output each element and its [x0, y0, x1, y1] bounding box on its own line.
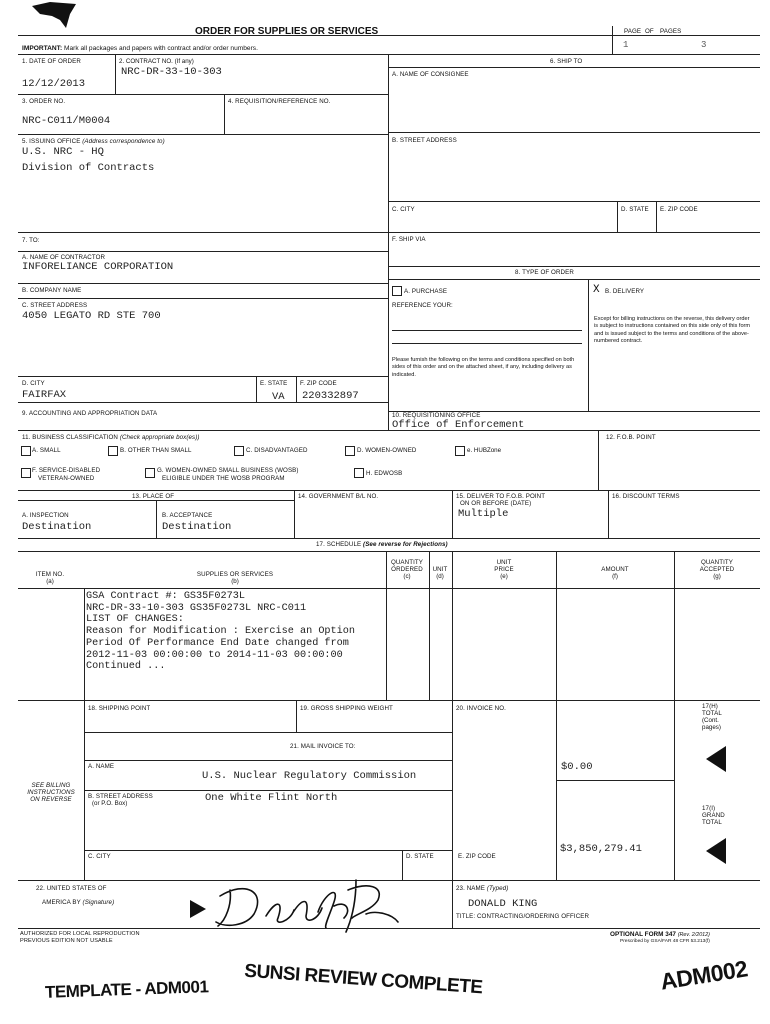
- fob-point-label: 12. F.O.B. POINT: [606, 434, 656, 441]
- invoice-no-label: 20. INVOICE NO.: [456, 705, 506, 712]
- see-billing-1: SEE BILLING: [31, 782, 71, 789]
- total-17h-cont: (Cont.: [702, 717, 719, 724]
- signature-image: [206, 870, 406, 934]
- date-label: 1. DATE OF ORDER: [22, 58, 81, 65]
- hubzone-label: e. HUBZone: [467, 447, 502, 454]
- delivery-note: Except for billing instructions on the reverse, this delivery order is subject to instructions contained on this side only of this form and is issued subject to the terms and conditions of the above-numbered contract.: [594, 316, 751, 345]
- billing-city-label: C. CITY: [88, 853, 111, 860]
- issuing-office-line1: U.S. NRC - HQ: [22, 146, 104, 158]
- to-label: 7. TO:: [22, 237, 40, 244]
- schedule-line: 2012-11-03 00:00:00 to 2014-11-03 00:00:00: [86, 649, 343, 661]
- grand-total-label: TOTAL: [702, 819, 722, 826]
- place-of-label: 13. PLACE OF: [132, 493, 175, 500]
- ship-via-label: F. SHIP VIA: [392, 236, 426, 243]
- contractor-zip-value: 220332897: [302, 390, 359, 402]
- total-pages: 3: [701, 40, 707, 50]
- grand-label: GRAND: [702, 812, 725, 819]
- footer-reproduction: AUTHORIZED FOR LOCAL REPRODUCTION: [20, 931, 140, 937]
- agency-logo-icon: [30, 2, 80, 32]
- schedule-line: Period Of Performance End Date changed from: [86, 637, 349, 649]
- page-label: PAGE: [624, 28, 642, 35]
- ship-zip-label: E. ZIP CODE: [660, 206, 698, 213]
- consignee-label: A. NAME OF CONSIGNEE: [392, 71, 469, 78]
- contractor-value: INFORELIANCE CORPORATION: [22, 261, 174, 273]
- col-price: PRICE: [494, 566, 514, 573]
- edwosb-label: H. EDWOSB: [366, 470, 403, 477]
- veteran-owned-label: VETERAN-OWNED: [38, 475, 95, 482]
- women-owned-label: D. WOMEN-OWNED: [357, 447, 417, 454]
- contractor-state-label: E. STATE: [260, 380, 288, 387]
- mail-invoice-label: 21. MAIL INVOICE TO:: [290, 743, 356, 750]
- order-no-label: 3. ORDER NO.: [22, 98, 66, 105]
- col-qty: QUANTITY: [390, 559, 424, 566]
- col-qty-ordered: ORDERED: [391, 566, 423, 573]
- delivery-label: B. DELIVERY: [605, 288, 645, 295]
- company-name-label: B. COMPANY NAME: [22, 287, 82, 294]
- gov-bl-label: 14. GOVERNMENT B/L NO.: [298, 493, 379, 500]
- date-value: 12/12/2013: [22, 78, 86, 90]
- deliver-date-value: Multiple: [458, 508, 509, 520]
- contractor-city-value: FAIRFAX: [22, 389, 67, 401]
- service-disabled-label: F. SERVICE-DISABLED: [32, 467, 101, 474]
- schedule-line: Continued ...: [86, 661, 166, 673]
- issuing-office-line2: Division of Contracts: [22, 162, 155, 174]
- contractor-zip-label: F. ZIP CODE: [300, 380, 337, 387]
- acceptance-value: Destination: [162, 521, 232, 533]
- form-title: ORDER FOR SUPPLIES OR SERVICES: [195, 26, 379, 37]
- ship-city-label: C. CITY: [392, 206, 415, 213]
- adm-stamp: ADM002: [658, 955, 750, 995]
- billing-street-label: B. STREET ADDRESS: [88, 793, 153, 800]
- footer-form-number: OPTIONAL FORM 347 (Rev. 2/2012): [610, 931, 710, 938]
- edwosb-checkbox[interactable]: [354, 468, 364, 478]
- col-item-sub: (a): [46, 578, 54, 585]
- disadvantaged-label: C. DISADVANTAGED: [246, 447, 308, 454]
- schedule-line: NRC-DR-33-10-303 GS35F0273L NRC-C011: [86, 602, 307, 614]
- template-stamp: TEMPLATE - ADM001: [44, 977, 209, 1002]
- schedule-lines: [86, 591, 355, 673]
- col-qty-sub: (c): [403, 573, 411, 580]
- reference-your-label: REFERENCE YOUR:: [392, 302, 453, 309]
- contractor-state-value: VA: [272, 391, 285, 403]
- schedule-line: Reason for Modification : Exercise an Option: [86, 626, 355, 638]
- officer-title: TITLE: CONTRACTING/ORDERING OFFICER: [456, 913, 590, 920]
- page-number: 1: [623, 40, 629, 50]
- footer-edition: PREVIOUS EDITION NOT USABLE: [20, 938, 113, 944]
- contract-value: NRC-DR-33-10-303: [121, 66, 222, 78]
- delivery-checkbox-mark[interactable]: X: [593, 284, 600, 296]
- schedule-line: GSA Contract #: GS35F0273L: [86, 591, 245, 602]
- other-than-small-checkbox[interactable]: [108, 446, 118, 456]
- see-billing-2: INSTRUCTIONS: [27, 789, 75, 796]
- billing-street-value: One White Flint North: [205, 792, 338, 804]
- ship-to-label: 6. SHIP TO: [550, 58, 583, 65]
- requisitioning-office-value: Office of Enforcement: [392, 419, 525, 431]
- total-17h-pages: pages): [702, 724, 721, 731]
- issuing-office-label: 5. ISSUING OFFICE (Address correspondence to): [22, 138, 165, 145]
- col-amount: AMOUNT: [601, 566, 629, 573]
- billing-street-sub: (or P.O. Box): [92, 800, 128, 807]
- col-accepted-sub: (g): [713, 573, 721, 580]
- contractor-city-label: D. CITY: [22, 380, 45, 387]
- typed-name-label: 23. NAME (Typed): [456, 885, 509, 892]
- business-classification-label: 11. BUSINESS CLASSIFICATION (Check appropriate box(es)): [22, 434, 200, 441]
- col-amount-sub: (f): [612, 573, 618, 580]
- col-supplies: SUPPLIES OR SERVICES: [196, 571, 274, 578]
- grand-total-value: $3,850,279.41: [560, 843, 642, 855]
- small-label: A. SMALL: [32, 447, 61, 454]
- other-than-small-label: B. OTHER THAN SMALL: [120, 447, 192, 454]
- col-unit: UNIT: [432, 566, 448, 573]
- schedule-line: LIST OF CHANGES:: [86, 614, 184, 626]
- service-disabled-checkbox[interactable]: [21, 468, 31, 478]
- contractor-label: A. NAME OF CONTRACTOR: [22, 254, 106, 261]
- contract-label: 2. CONTRACT NO. (If any): [119, 58, 194, 65]
- accounting-label: 9. ACCOUNTING AND APPROPRIATION DATA: [22, 410, 158, 417]
- women-owned-checkbox[interactable]: [345, 446, 355, 456]
- purchase-label: A. PURCHASE: [404, 288, 448, 295]
- sign-here-arrow-icon: [190, 900, 206, 918]
- ship-street-label: B. STREET ADDRESS: [392, 137, 457, 144]
- col-unit-sub: (d): [436, 573, 444, 580]
- inspection-value: Destination: [22, 521, 92, 533]
- requisition-label: 4. REQUISITION/REFERENCE NO.: [228, 98, 331, 105]
- billing-zip-label: E. ZIP CODE: [458, 853, 496, 860]
- grand-total-pointer-arrow-icon: [706, 838, 728, 864]
- order-no-value: NRC-C011/M0004: [22, 115, 111, 127]
- col-price-sub: (e): [500, 573, 508, 580]
- col-item-no: ITEM NO.: [35, 571, 65, 578]
- wosb-checkbox[interactable]: [145, 468, 155, 478]
- total-pointer-arrow-icon: [706, 746, 728, 772]
- of-label: OF: [645, 28, 654, 35]
- page-total-value: $0.00: [561, 761, 593, 773]
- disadvantaged-checkbox[interactable]: [234, 446, 244, 456]
- purchase-note: Please furnish the following on the terms and conditions specified on both sides of this order and on the attached sheet, if any, including delivery as indicated.: [392, 357, 575, 378]
- gross-weight-label: 19. GROSS SHIPPING WEIGHT: [300, 705, 393, 712]
- wosb-eligible-label: ELIGIBLE UNDER THE WOSB PROGRAM: [162, 475, 285, 482]
- col-unit-price: UNIT: [496, 559, 512, 566]
- col-supplies-sub: (b): [231, 578, 239, 585]
- deliver-date-label: ON OR BEFORE (DATE): [460, 500, 532, 507]
- see-billing-3: ON REVERSE: [30, 796, 72, 803]
- type-of-order-label: 8. TYPE OF ORDER: [515, 269, 574, 276]
- requisitioning-office-label: 10. REQUISITIONING OFFICE: [392, 412, 481, 419]
- billing-name-value: U.S. Nuclear Regulatory Commission: [202, 770, 417, 782]
- col-qty-accepted: ACCEPTED: [699, 566, 735, 573]
- total-17h-total: TOTAL: [702, 710, 722, 717]
- ship-state-label: D. STATE: [621, 206, 649, 213]
- contractor-street-label: C. STREET ADDRESS: [22, 302, 88, 309]
- america-by-label: AMERICA BY (Signature): [42, 899, 115, 906]
- total-17h-label: 17(H): [702, 703, 718, 710]
- important-note: IMPORTANT: Mark all packages and papers with contract and/or order numbers.: [22, 45, 258, 52]
- small-checkbox[interactable]: [21, 446, 31, 456]
- wosb-label: G. WOMEN-OWNED SMALL BUSINESS (WOSB): [157, 467, 299, 474]
- discount-terms-label: 16. DISCOUNT TERMS: [612, 493, 680, 500]
- col-accepted: QUANTITY: [700, 559, 734, 566]
- grand-17i-label: 17(I): [702, 805, 716, 812]
- united-states-label: 22. UNITED STATES OF: [36, 885, 107, 892]
- purchase-checkbox[interactable]: [392, 286, 402, 296]
- hubzone-checkbox[interactable]: [455, 446, 465, 456]
- billing-state-label: D. STATE: [406, 853, 434, 860]
- sunsi-review-stamp: SUNSI REVIEW COMPLETE: [243, 960, 484, 999]
- typed-name-value: DONALD KING: [468, 898, 538, 910]
- deliver-fob-label: 15. DELIVER TO F.O.B. POINT: [456, 493, 546, 500]
- schedule-title: 17. SCHEDULE (See reverse for Rejections): [316, 541, 448, 548]
- contractor-street-value: 4050 LEGATO RD STE 700: [22, 310, 161, 322]
- acceptance-label: B. ACCEPTANCE: [162, 512, 213, 519]
- pages-label: PAGES: [660, 28, 682, 35]
- billing-name-label: A. NAME: [88, 763, 115, 770]
- shipping-point-label: 18. SHIPPING POINT: [88, 705, 151, 712]
- inspection-label: A. INSPECTION: [22, 512, 69, 519]
- footer-prescribed: Prescribed by GSA/FAR 48 CFR 53.213(f): [620, 939, 710, 944]
